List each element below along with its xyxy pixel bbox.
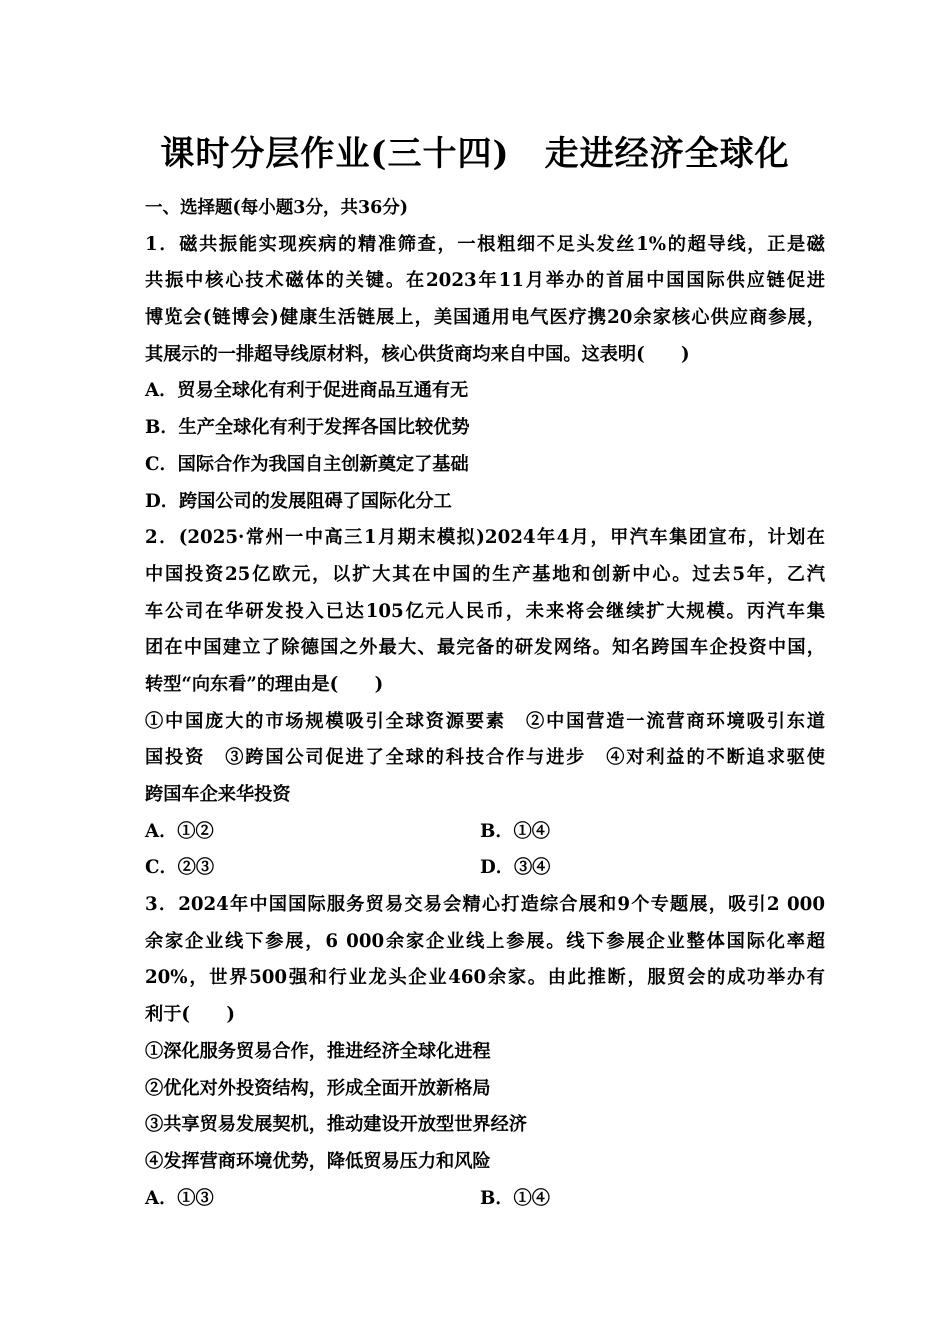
question-2-option-c[interactable]: C．②③ bbox=[145, 857, 215, 879]
question-2-stem-line: 车公司在华研发投入已达105亿元人民币，未来将会继续扩大规模。丙汽车集 bbox=[145, 600, 825, 622]
question-3-statement-4: ④发挥营商环境优势，降低贸易压力和风险 bbox=[145, 1150, 491, 1172]
question-3-options-row bbox=[145, 1181, 825, 1218]
question-3-statement-2: ②优化对外投资结构，形成全面开放新格局 bbox=[145, 1077, 491, 1099]
question-2-statement-line: 跨国车企来华投资 bbox=[145, 784, 291, 805]
question-2-stem-line: 2．(2025·常州一中高三1月期末模拟)2024年4月，甲汽车集团宣布，计划在 bbox=[145, 527, 825, 549]
question-3-option-a[interactable]: A．①③ bbox=[145, 1187, 214, 1209]
question-2-options-row bbox=[145, 814, 825, 851]
question-2-stem-line: 转型“向东看”的理由是( ) bbox=[145, 673, 384, 695]
question-3-stem-line: 20%，世界500强和行业龙头企业460余家。由此推断，服贸会的成功举办有 bbox=[145, 967, 825, 989]
question-3-option-b[interactable]: B．①④ bbox=[480, 1187, 550, 1209]
question-1-option-b[interactable]: B．生产全球化有利于发挥各国比较优势 bbox=[145, 417, 470, 439]
question-1-stem-line: 博览会(链博会)健康生活链展上，美国通用电气医疗携20余家核心供应商参展， bbox=[145, 307, 825, 329]
question-2-statement-line: ①中国庞大的市场规模吸引全球资源要素 ②中国营造一流营商环境吸引东道 bbox=[145, 710, 825, 732]
question-1-option-d[interactable]: D．跨国公司的发展阻碍了国际化分工 bbox=[145, 490, 452, 512]
question-2-options-row bbox=[145, 850, 825, 887]
question-1-stem-line: 1．磁共振能实现疾病的精准筛查，一根粗细不足头发丝1%的超导线，正是磁 bbox=[145, 233, 825, 255]
section-heading: 一、选择题(每小题3分，共36分) bbox=[145, 198, 409, 218]
question-2-option-a[interactable]: A．①② bbox=[145, 820, 214, 842]
page-title: 课时分层作业(三十四) 走进经济全球化 bbox=[160, 134, 790, 174]
question-3 bbox=[145, 887, 825, 1217]
question-2-option-d[interactable]: D．③④ bbox=[480, 857, 551, 879]
question-1-stem-line: 其展示的一排超导线原材料，核心供货商均来自中国。这表明( ) bbox=[145, 343, 690, 365]
question-2-option-b[interactable]: B．①④ bbox=[480, 820, 550, 842]
question-1-stem-line: 共振中核心技术磁体的关键。在2023年11月举办的首届中国国际供应链促进 bbox=[145, 270, 825, 292]
exercise-body bbox=[145, 190, 825, 1217]
question-2-statement-line: 国投资 ③跨国公司促进了全球的科技合作与进步 ④对利益的不断追求驱使 bbox=[145, 747, 825, 769]
question-3-statement-3: ③共享贸易发展契机，推动建设开放型世界经济 bbox=[145, 1114, 527, 1136]
question-3-stem-line: 3．2024年中国国际服务贸易交易会精心打造综合展和9个专题展，吸引2 000 bbox=[145, 894, 825, 916]
question-2-stem-line: 团在中国建立了除德国之外最大、最完备的研发网络。知名跨国车企投资中国， bbox=[145, 637, 825, 659]
question-1-option-c[interactable]: C．国际合作为我国自主创新奠定了基础 bbox=[145, 453, 469, 475]
question-3-stem-line: 余家企业线下参展，6 000余家企业线上参展。线下参展企业整体国际化率超 bbox=[145, 930, 825, 952]
question-3-stem-line: 利于( ) bbox=[145, 1004, 235, 1026]
question-2-stem-line: 中国投资25亿欧元，以扩大其在中国的生产基地和创新中心。过去5年，乙汽 bbox=[145, 563, 825, 585]
question-1 bbox=[145, 227, 825, 521]
question-1-option-a[interactable]: A．贸易全球化有利于促进商品互通有无 bbox=[145, 380, 469, 402]
question-2 bbox=[145, 520, 825, 887]
question-3-statement-1: ①深化服务贸易合作，推进经济全球化进程 bbox=[145, 1040, 491, 1062]
